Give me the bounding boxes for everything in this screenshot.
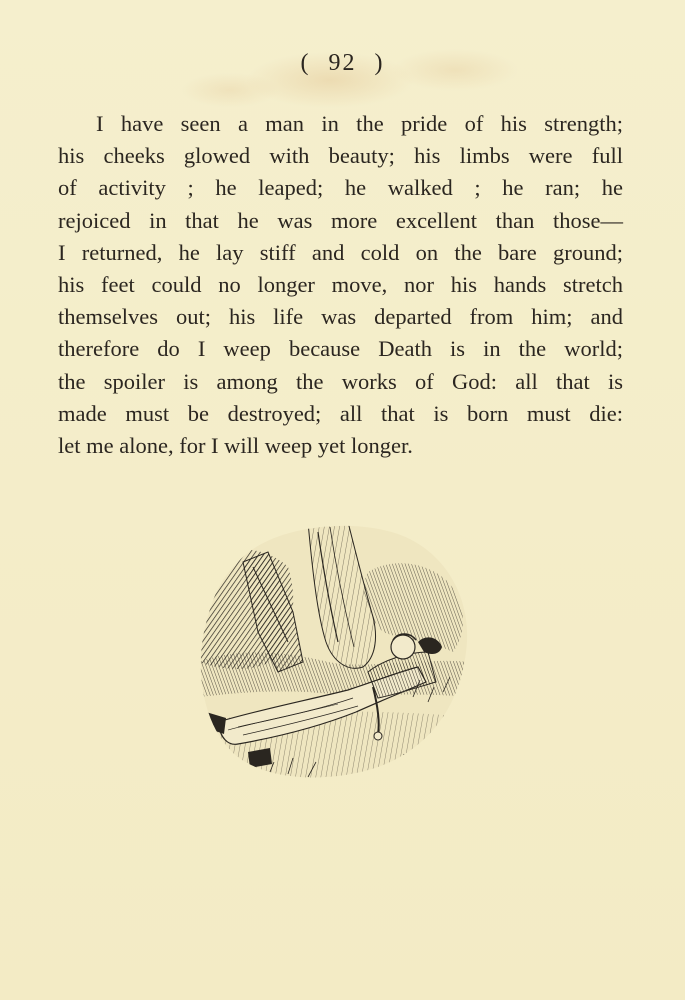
paragraph-line: of activity ; he leaped; he walked ; he ran; he	[58, 175, 623, 201]
paragraph-line: his cheeks glowed with beauty; his limbs were full	[58, 143, 623, 169]
paragraph-line: made must be destroyed; all that is born must die:	[58, 400, 623, 426]
engraving-illustration	[198, 522, 470, 784]
vignette-scene	[198, 522, 470, 784]
paragraph-line: themselves out; his life was departed from him; and	[58, 304, 623, 330]
paragraph-line: therefore do I weep because Death is in the world;	[58, 336, 623, 362]
close-paren: )	[374, 50, 385, 76]
page-number	[0, 50, 685, 77]
page-number-value: 92	[328, 50, 357, 76]
paragraph	[58, 108, 623, 462]
paragraph-line: rejoiced in that he was more excellent than those—	[58, 207, 623, 233]
paragraph-line: the spoiler is among the works of God: all that is	[58, 368, 623, 394]
paragraph-line: I returned, he lay stiff and cold on the bare ground;	[58, 239, 623, 265]
paragraph-line: I have seen a man in the pride of his strength;	[96, 111, 623, 136]
paragraph-line: his feet could no longer move, nor his hands stretch	[58, 271, 623, 297]
paragraph-line: let me alone, for I will weep yet longer.	[58, 432, 413, 458]
open-paren: (	[300, 50, 311, 76]
